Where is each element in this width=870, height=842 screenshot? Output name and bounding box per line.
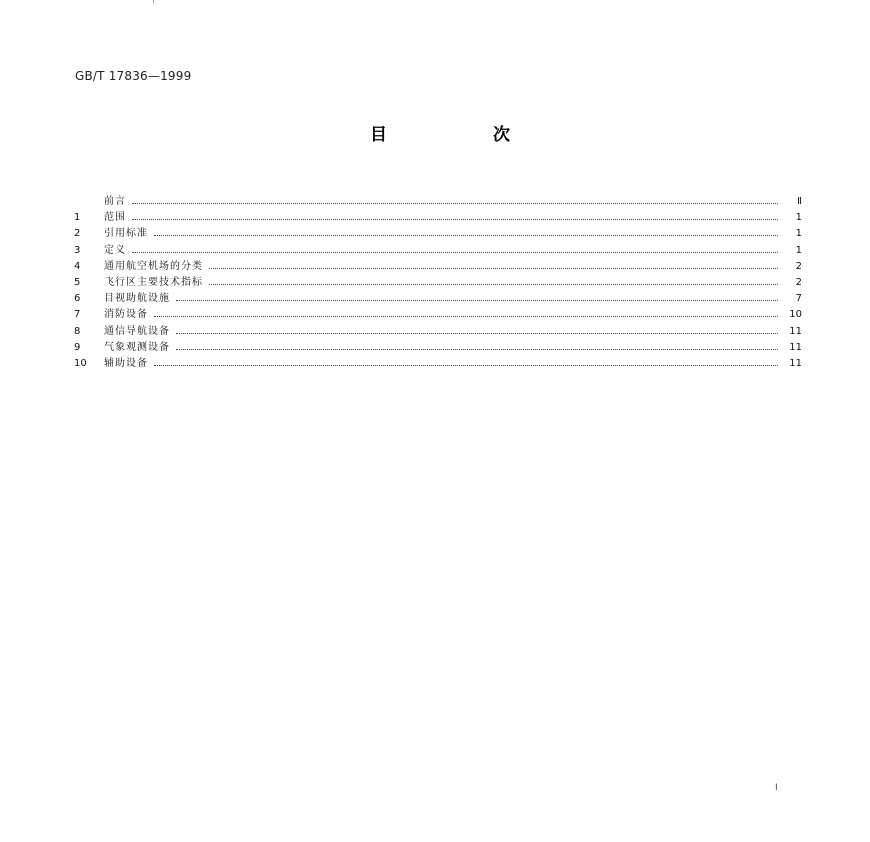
toc-entry-label: 飞行区主要技术指标 [104,276,203,288]
toc-entry-page: 1 [795,244,802,256]
toc-entry-number: 7 [74,309,81,321]
toc-entry-10[interactable] [74,356,802,372]
toc-entry-label: 通信导航设备 [104,325,170,337]
toc-entry-label: 定义 [104,244,126,256]
toc-leader-dots [176,333,778,334]
toc-entry-label: 前言 [104,196,126,207]
toc-entry-number: 9 [74,341,81,353]
toc-entry-label: 气象观测设备 [104,341,170,353]
toc-entry-label: 辅助设备 [104,357,148,369]
toc-entry-number: 1 [74,212,81,224]
toc-entry-page: 1 [795,228,802,240]
toc-leader-dots [154,316,778,317]
toc-entry-4[interactable] [74,259,802,275]
toc-entry-page: 2 [795,276,802,288]
toc-leader-dots [154,235,778,236]
toc-entry-page: 2 [795,260,802,272]
toc-entry-page: 1 [795,212,802,224]
toc-entry-9[interactable] [74,340,802,356]
toc-entry-label: 目视助航设施 [104,293,170,305]
toc-entry-3[interactable] [74,243,802,259]
toc-leader-dots [154,365,778,366]
toc-entry-1[interactable] [74,210,802,226]
toc-entry-5[interactable] [74,275,802,291]
toc-entry-page: 7 [795,293,802,305]
toc-leader-dots [176,349,778,350]
toc-leader-dots [209,284,778,285]
toc-entry-number: 10 [74,357,87,369]
toc-leader-dots [132,252,778,253]
toc-entry-number: 5 [74,276,81,288]
toc-entry-number: 4 [74,260,81,272]
toc-entry-number: 3 [74,244,81,256]
toc-entry-page: 11 [789,341,802,353]
toc-entry-2[interactable] [74,226,802,242]
standard-code: GB/T 17836—1999 [75,69,192,83]
toc-leader-dots [209,268,778,269]
scan-artifact [153,0,154,3]
toc-entry-page: 11 [789,325,802,337]
toc-entry-7[interactable] [74,307,802,323]
toc-entry-label: 通用航空机场的分类 [104,260,203,272]
toc-entry-number: 2 [74,228,81,240]
page-title [370,120,510,145]
toc-entry-page: 10 [789,309,802,321]
title-char-right: 次 [493,125,510,145]
toc-entry-label: 范围 [104,212,126,224]
title-char-left: 目 [370,125,387,145]
toc-entry-page: Ⅱ [797,196,802,207]
toc-entry-label: 消防设备 [104,309,148,321]
toc-entry-number: 8 [74,325,81,337]
toc-leader-dots [132,203,778,204]
toc-entry-6[interactable] [74,291,802,307]
toc-leader-dots [176,300,778,301]
toc-entry-page: 11 [789,357,802,369]
toc-entry-foreword[interactable] [74,194,802,210]
toc-leader-dots [132,219,778,220]
page-number: I [775,783,778,793]
toc-entry-8[interactable] [74,324,802,340]
toc-entry-label: 引用标准 [104,228,148,240]
toc-entry-number: 6 [74,293,81,305]
table-of-contents [74,194,802,372]
